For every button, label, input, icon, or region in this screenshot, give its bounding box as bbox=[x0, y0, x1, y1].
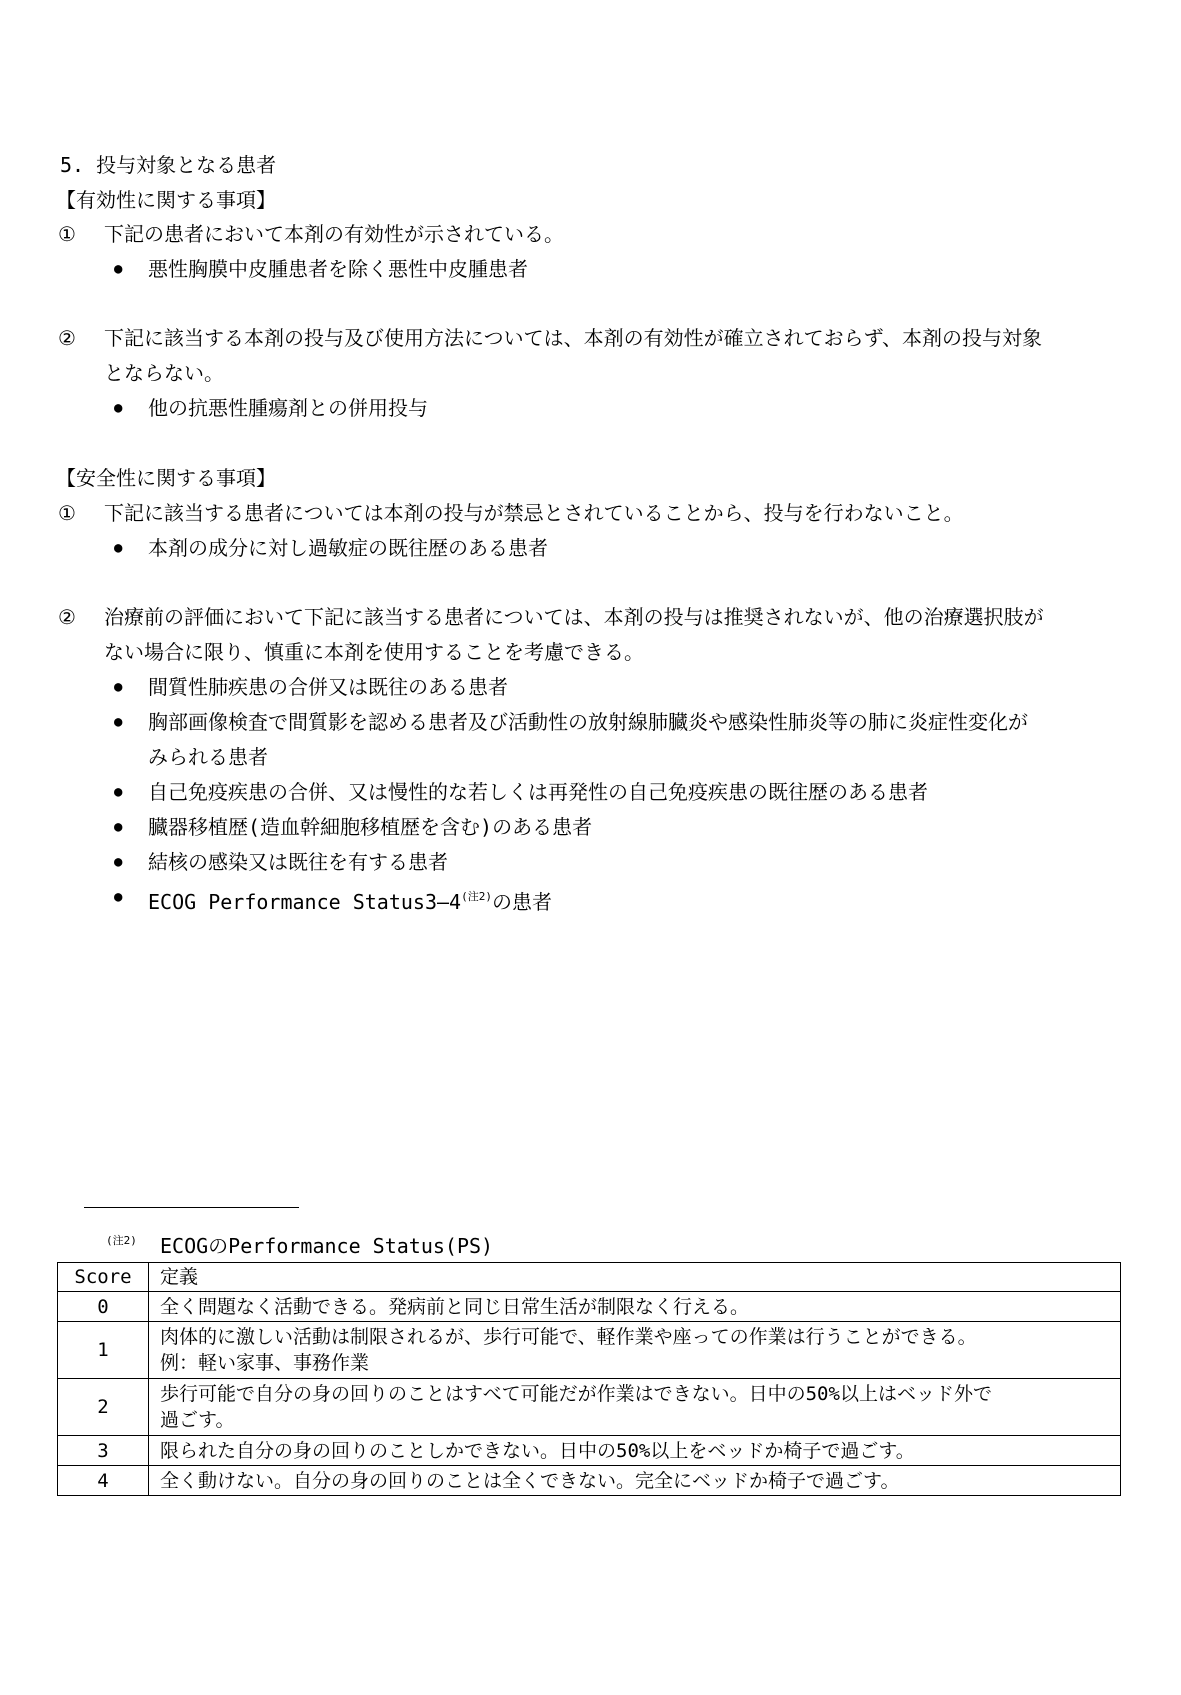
safety-heading: 【安全性に関する事項】 bbox=[56, 466, 276, 490]
score-cell: 1 bbox=[58, 1322, 149, 1379]
safety-item2-marker: ② bbox=[58, 605, 76, 629]
footnote-marker: (注2) bbox=[106, 1234, 137, 1247]
definition-cell: 限られた自分の身の回りのことしかできない。日中の50%以上をベッドか椅子で過ごす。 bbox=[149, 1436, 1121, 1466]
safety-item2-bullet-4: 臓器移植歴(造血幹細胞移植歴を含む)のある患者 bbox=[148, 815, 593, 839]
efficacy-item1-bullet-1: 悪性胸膜中皮腫患者を除く悪性中皮腫患者 bbox=[148, 257, 528, 281]
score-cell: 4 bbox=[58, 1466, 149, 1496]
definition-cell bbox=[149, 1322, 1121, 1379]
table-header-definition: 定義 bbox=[149, 1263, 1121, 1292]
table-row bbox=[58, 1436, 1121, 1466]
definition-line-1: 歩行可能で自分の身の回りのことはすべて可能だが作業はできない。日中の50%以上はベッド外で bbox=[160, 1383, 992, 1405]
table-row bbox=[58, 1466, 1121, 1496]
definition-line-1: 肉体的に激しい活動は制限されるが、歩行可能で、軽作業や座っての作業は行うことができる。 bbox=[160, 1326, 977, 1348]
score-cell: 0 bbox=[58, 1292, 149, 1322]
table-header-row bbox=[58, 1263, 1121, 1292]
ecog-bullet-pre: ECOG Performance Status3—4 bbox=[148, 890, 462, 914]
footnote-ref-note2: (注2) bbox=[461, 890, 492, 903]
efficacy-item1-text: 下記の患者において本剤の有効性が示されている。 bbox=[104, 222, 564, 246]
table-row bbox=[58, 1322, 1121, 1379]
definition-cell bbox=[149, 1379, 1121, 1436]
bullet-icon: ● bbox=[114, 261, 123, 277]
safety-item2-bullet-2-cont: みられる患者 bbox=[148, 745, 268, 769]
bullet-icon: ● bbox=[114, 400, 123, 416]
safety-item2-text-line1: 治療前の評価において下記に該当する患者については、本剤の投与は推奨されないが、他の治療選択肢が bbox=[104, 605, 1044, 629]
bullet-icon: ● bbox=[114, 540, 123, 556]
bullet-icon: ● bbox=[114, 784, 123, 800]
efficacy-heading: 【有効性に関する事項】 bbox=[56, 188, 276, 212]
safety-item2-bullet-3: 自己免疫疾患の合併、又は慢性的な若しくは再発性の自己免疫疾患の既往歴のある患者 bbox=[148, 780, 928, 804]
table-row bbox=[58, 1292, 1121, 1322]
score-cell: 3 bbox=[58, 1436, 149, 1466]
score-cell: 2 bbox=[58, 1379, 149, 1436]
bullet-icon: ● bbox=[114, 819, 123, 835]
efficacy-item1-marker: ① bbox=[58, 222, 76, 246]
footnote-title: ECOGのPerformance Status(PS) bbox=[160, 1234, 494, 1258]
bullet-icon: ● bbox=[114, 679, 123, 695]
section-title: 5. 投与対象となる患者 bbox=[60, 153, 277, 177]
bullet-icon: ● bbox=[114, 854, 123, 870]
safety-item1-marker: ① bbox=[58, 501, 76, 525]
ecog-ps-table bbox=[57, 1262, 1121, 1496]
table-header-score: Score bbox=[58, 1263, 149, 1292]
efficacy-item2-text-line2: とならない。 bbox=[104, 361, 224, 385]
safety-item2-bullet-5: 結核の感染又は既往を有する患者 bbox=[148, 850, 448, 874]
safety-item2-bullet-2: 胸部画像検査で間質影を認める患者及び活動性の放射線肺臓炎や感染性肺炎等の肺に炎症性変化が bbox=[148, 710, 1028, 734]
definition-cell: 全く問題なく活動できる。発病前と同じ日常生活が制限なく行える。 bbox=[149, 1292, 1121, 1322]
definition-line-2: 例：軽い家事、事務作業 bbox=[160, 1352, 370, 1374]
safety-item1-text: 下記に該当する患者については本剤の投与が禁忌とされていることから、投与を行わないこと。 bbox=[104, 501, 964, 525]
efficacy-item2-bullet-1: 他の抗悪性腫瘍剤との併用投与 bbox=[148, 396, 428, 420]
definition-cell: 全く動けない。自分の身の回りのことは全くできない。完全にベッドか椅子で過ごす。 bbox=[149, 1466, 1121, 1496]
efficacy-item2-marker: ② bbox=[58, 326, 76, 350]
efficacy-item2-text-line1: 下記に該当する本剤の投与及び使用方法については、本剤の有効性が確立されておらず、本剤の投与対象 bbox=[104, 326, 1042, 350]
ecog-bullet bbox=[148, 884, 552, 915]
table-row bbox=[58, 1379, 1121, 1436]
bullet-icon: ● bbox=[114, 889, 123, 905]
safety-item2-bullet-1: 間質性肺疾患の合併又は既往のある患者 bbox=[148, 675, 508, 699]
bullet-icon: ● bbox=[114, 714, 123, 730]
safety-item1-bullet-1: 本剤の成分に対し過敏症の既往歴のある患者 bbox=[148, 536, 548, 560]
safety-item2-text-line2: ない場合に限り、慎重に本剤を使用することを考慮できる。 bbox=[104, 640, 644, 664]
definition-line-2: 過ごす。 bbox=[160, 1409, 235, 1431]
ecog-bullet-post: の患者 bbox=[491, 890, 552, 914]
footnote-rule bbox=[84, 1207, 299, 1208]
